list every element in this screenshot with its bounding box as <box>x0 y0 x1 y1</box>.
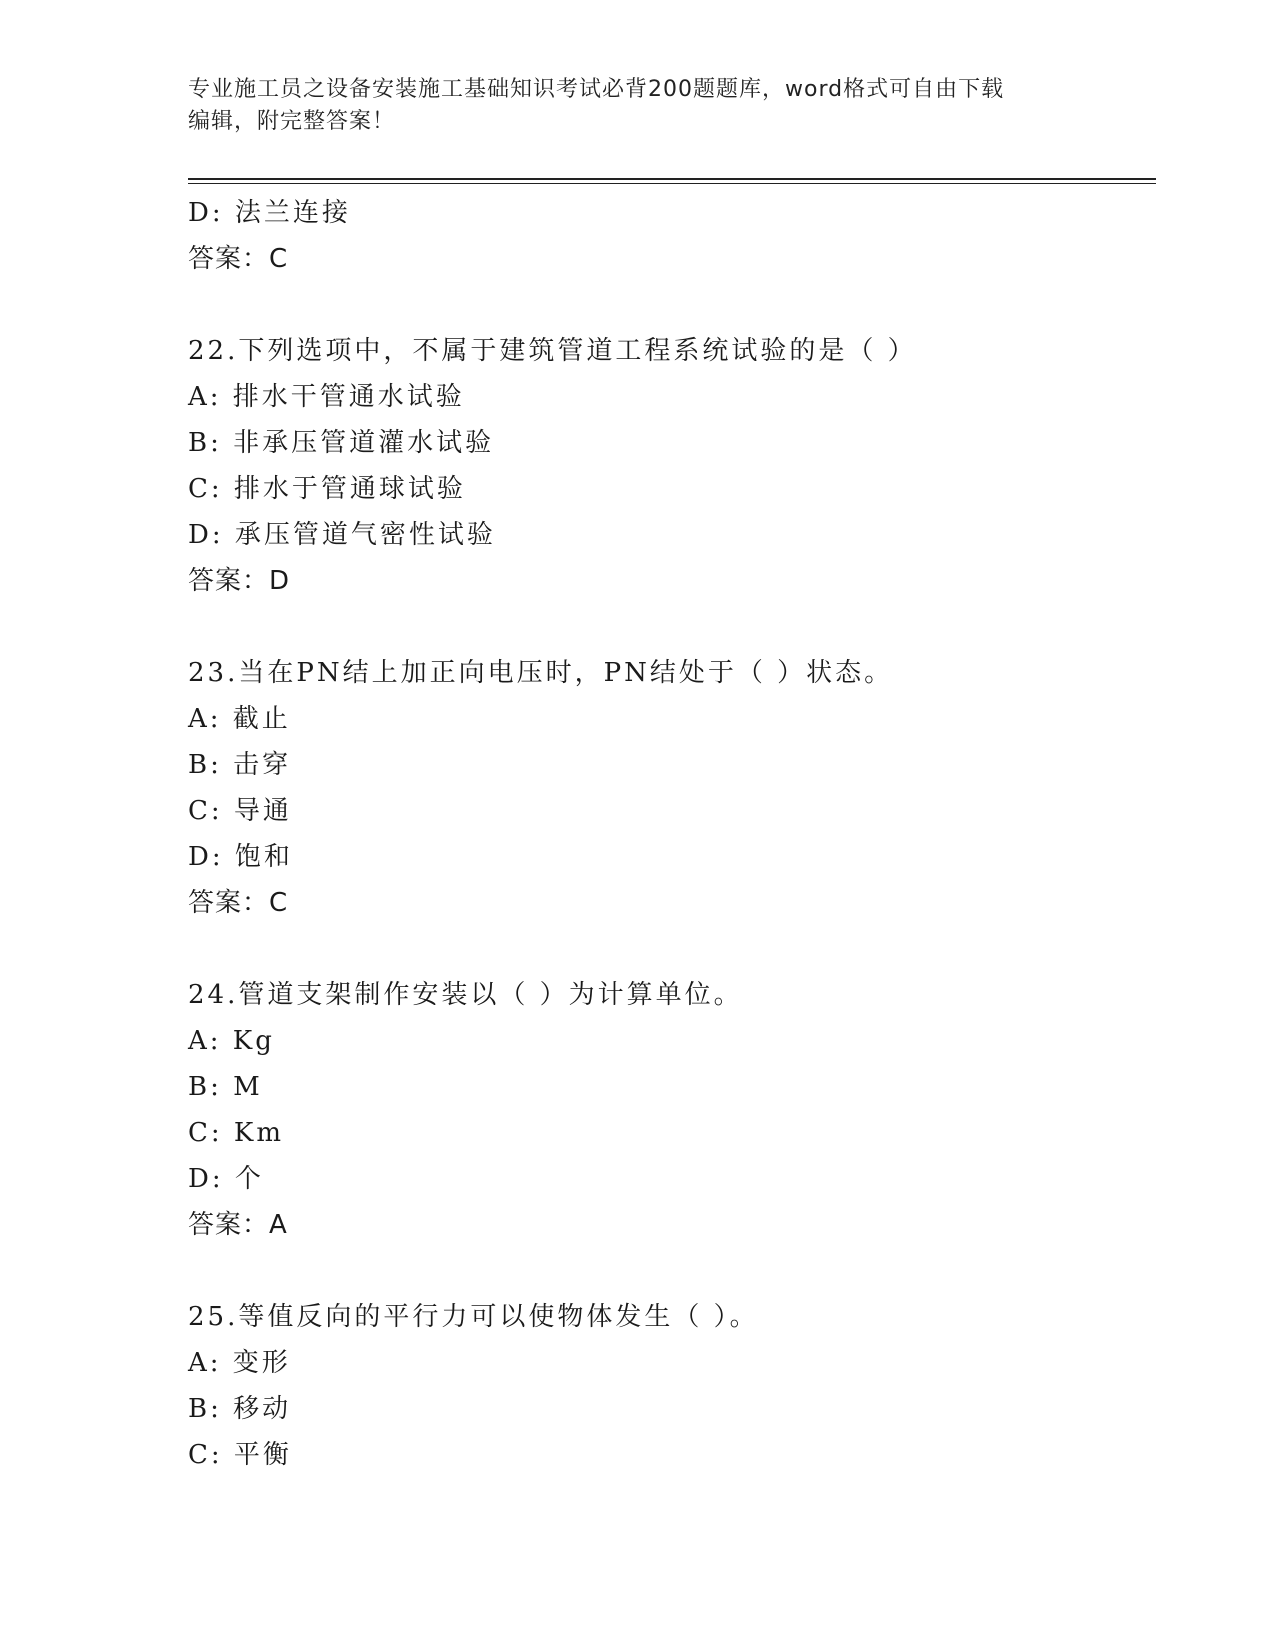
question-stem: 25.等值反向的平行力可以使物体发生（ ）。 <box>188 1302 759 1332</box>
option-b: B: M <box>188 1072 263 1102</box>
option-c: C: 排水于管通球试验 <box>188 474 466 504</box>
spacer <box>188 604 1156 650</box>
answer-line: 答案：C <box>188 888 289 918</box>
option-b: B: 非承压管道灌水试验 <box>188 428 495 458</box>
question-list <box>188 190 1156 1478</box>
option-b: B: 击穿 <box>188 750 292 780</box>
option-a: A: Kg <box>188 1026 275 1056</box>
question-23 <box>188 650 1156 926</box>
header-title-line-1: 专业施工员之设备安装施工基础知识考试必背200题题库，word格式可自由下载 <box>188 77 1005 102</box>
option-a: A: 截止 <box>188 704 291 734</box>
question-22 <box>188 328 1156 604</box>
question-stem: 22.下列选项中，不属于建筑管道工程系统试验的是（ ） <box>188 336 917 366</box>
option-b: B: 移动 <box>188 1394 292 1424</box>
answer-line: 答案：A <box>188 1210 288 1240</box>
header-title-line-2: 编辑，附完整答案！ <box>188 109 396 134</box>
spacer <box>188 282 1156 328</box>
option-d: D: 法兰连接 <box>188 198 351 228</box>
question-fragment-21 <box>188 190 1156 282</box>
option-a: A: 排水干管通水试验 <box>188 382 465 412</box>
question-stem: 24.管道支架制作安装以（ ）为计算单位。 <box>188 980 743 1010</box>
option-d: D: 承压管道气密性试验 <box>188 520 496 550</box>
answer-line: 答案：D <box>188 566 291 596</box>
spacer <box>188 926 1156 972</box>
option-d: D: 饱和 <box>188 842 293 872</box>
option-c: C: 平衡 <box>188 1440 292 1470</box>
option-c: C: Km <box>188 1118 284 1148</box>
question-stem: 23.当在PN结上加正向电压时，PN结处于（ ）状态。 <box>188 658 894 688</box>
spacer <box>188 1248 1156 1294</box>
header-divider <box>188 178 1156 184</box>
option-c: C: 导通 <box>188 796 292 826</box>
question-25 <box>188 1294 1156 1478</box>
question-24 <box>188 972 1156 1248</box>
option-d: D: 个 <box>188 1164 264 1194</box>
answer-line: 答案：C <box>188 244 289 274</box>
page-header <box>188 74 1088 138</box>
option-a: A: 变形 <box>188 1348 291 1378</box>
